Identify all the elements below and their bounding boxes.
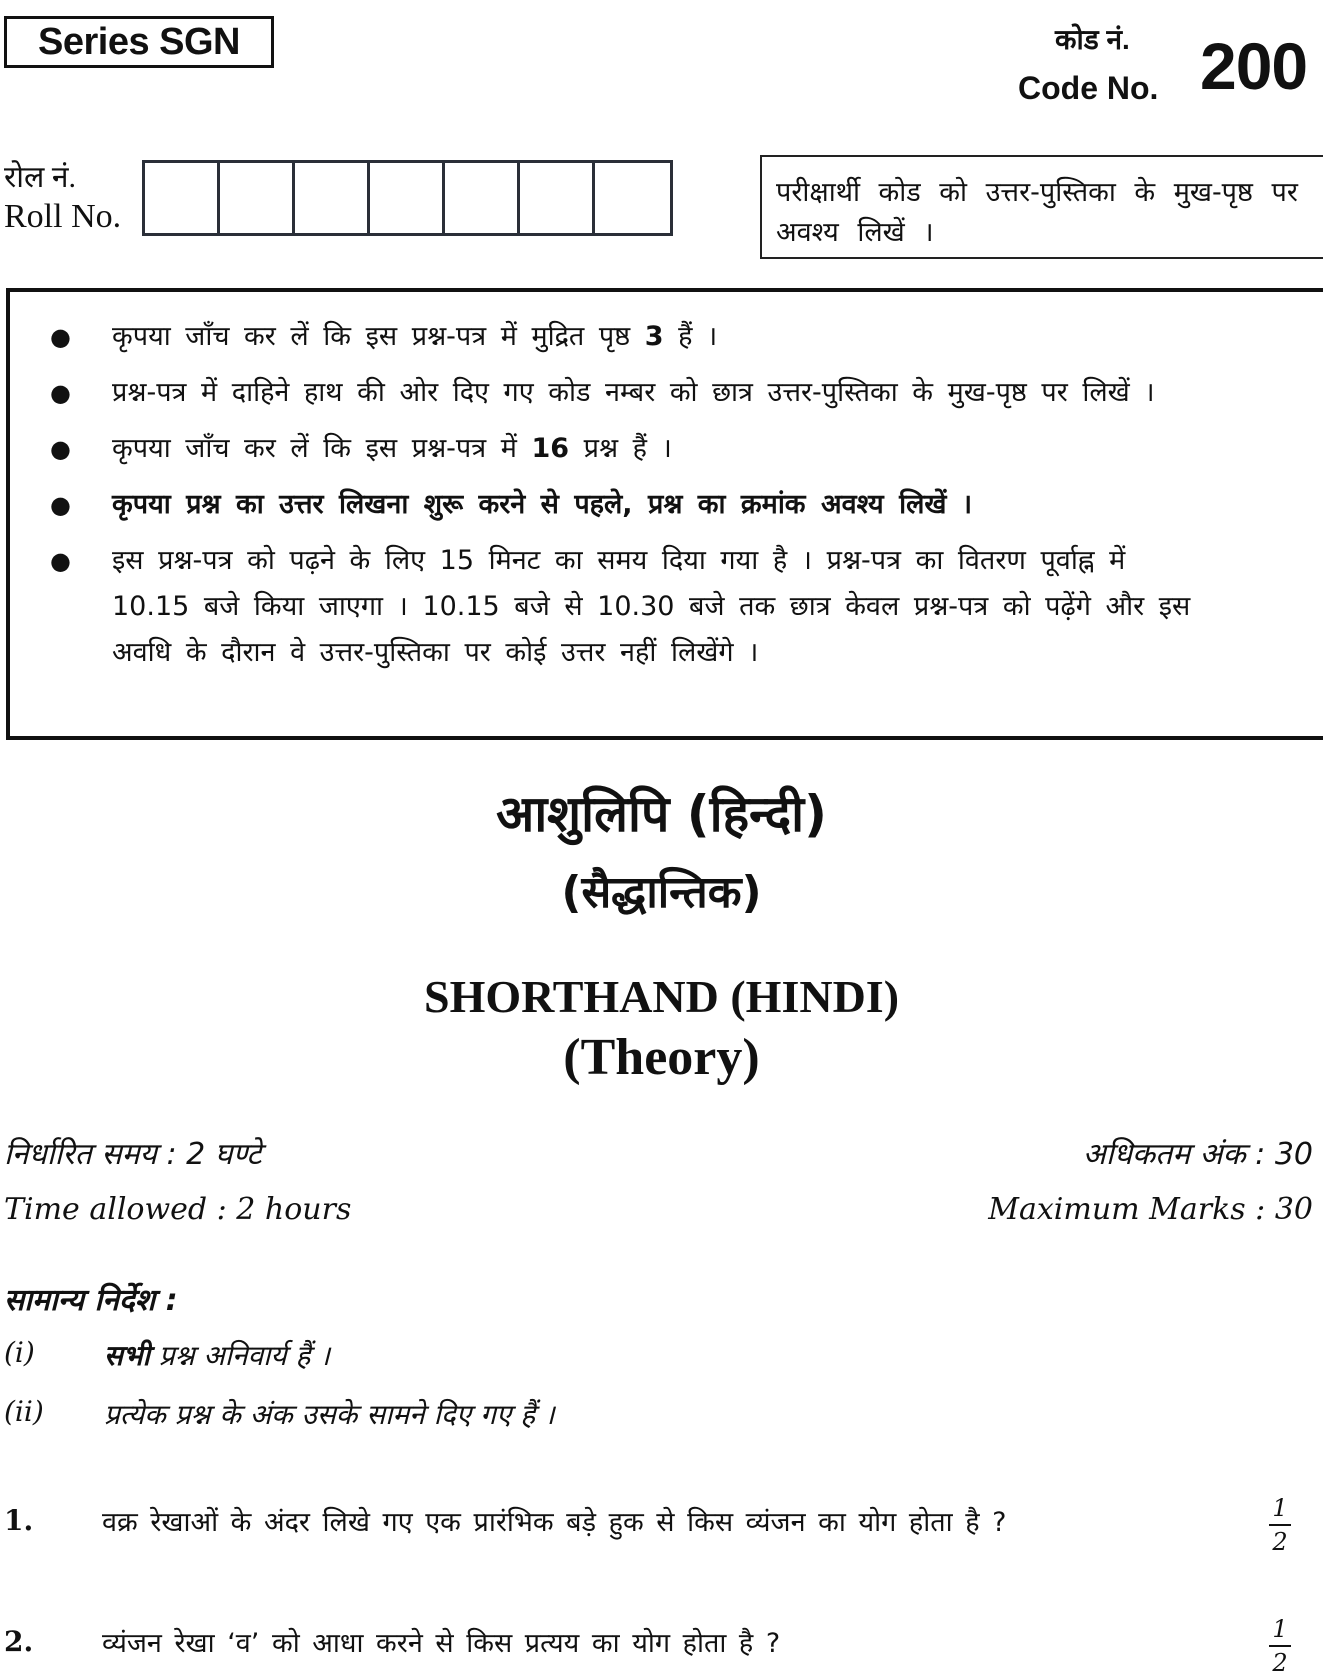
instruction-text: कृपया जाँच कर लें कि इस प्रश्न-पत्र में [112,433,532,464]
instructions-list [10,314,1323,676]
fraction-bar [1269,1645,1291,1647]
marks-denominator: 2 [1272,1528,1288,1556]
instruction-item [10,314,1323,360]
code-number: 200 [1200,29,1308,103]
series-label: Series SGN [4,16,274,68]
emphasis-text: सभी [104,1339,150,1372]
roman-numeral: (ii) [4,1395,44,1428]
roman-numeral: (i) [4,1336,35,1369]
time-allowed-hindi: निर्धारित समय : 2 घण्टे [4,1137,262,1172]
code-notice-text: परीक्षार्थी कोड को उत्तर-पुस्तिका के मुख-पृष्ठ पर अवश्य लिखें । [776,177,1298,248]
roll-label-english: Roll No. [4,198,122,235]
question-item [4,1494,1314,1556]
instruction-item [10,370,1323,416]
subtitle-english: (Theory) [563,1029,760,1086]
subtitle-hindi: (सैद्धान्तिक) [561,867,762,918]
general-instruction-item [4,1395,555,1433]
max-marks-hindi: अधिकतम अंक : 30 [1082,1137,1313,1172]
instruction-text: प्रश्न अनिवार्य हैं । [149,1339,330,1372]
instruction-text: इस प्रश्न-पत्र को पढ़ने के लिए 15 मिनट का समय दिया गया है । प्रश्न-पत्र का वितरण पूर्वाह्न में 10.15 बजे किया जाएगा । 10.15 बजे से 10.30 बजे तक छात्र केवल प्रश्न-पत्र को पढ़ेंगे और इस अवधि के दौरान वे उत्तर-पुस्तिका पर कोई उत्तर नहीं लिखेंगे । [112,545,1191,668]
marks-denominator: 2 [1272,1649,1288,1677]
roll-number-cell[interactable] [145,163,220,233]
instructions-box [6,288,1323,740]
roll-number-cell[interactable] [520,163,595,233]
question-text: वक्र रेखाओं के अंदर लिखे गए एक प्रारंभिक बड़े हुक से किस व्यंजन का योग होता है ? [102,1507,1007,1538]
bullet-icon: ● [50,323,71,351]
bullet-icon: ● [50,435,71,463]
general-instruction-text: प्रत्येक प्रश्न के अंक उसके सामने दिए गए हैं । [104,1398,555,1431]
marks-numerator: 1 [1272,1494,1288,1522]
instruction-item [10,426,1323,472]
instruction-text: प्रश्न-पत्र में दाहिने हाथ की ओर दिए गए कोड नम्बर को छात्र उत्तर-पुस्तिका के मुख-पृष्ठ पर लिखें । [112,377,1155,408]
bullet-icon: ● [50,379,71,407]
question-count: 16 [531,433,570,464]
general-instruction-text [104,1336,330,1374]
page-count: 3 [644,321,664,352]
question-number: 1. [4,1504,34,1537]
roll-number-cell[interactable] [445,163,520,233]
roll-number-grid [142,160,673,236]
roll-number-cell[interactable] [595,163,670,233]
max-marks-english: Maximum Marks : 30 [988,1192,1313,1227]
title-hindi: आशुलिपि (हिन्दी) [496,785,827,843]
question-marks [1260,1494,1300,1556]
question-item [4,1615,1314,1677]
roll-number-cell[interactable] [220,163,295,233]
instruction-text: प्रश्न हैं । [569,433,672,464]
roll-number-cell[interactable] [295,163,370,233]
time-allowed-english: Time allowed : 2 hours [4,1192,352,1227]
roll-label-hindi: रोल नं. [4,161,77,194]
instruction-text: कृपया जाँच कर लें कि इस प्रश्न-पत्र में मुद्रित पृष्ठ [112,321,645,352]
instruction-text: कृपया प्रश्न का उत्तर लिखना शुरू करने से पहले, प्रश्न का क्रमांक अवश्य लिखें । [112,489,973,520]
marks-numerator: 1 [1272,1615,1288,1643]
bullet-icon: ● [50,491,71,519]
instruction-item [10,538,1323,676]
bullet-icon: ● [50,547,71,575]
general-instruction-item [4,1336,330,1374]
instruction-text: हैं । [663,321,718,352]
question-marks [1260,1615,1300,1677]
code-notice-box [760,155,1323,259]
instruction-item [10,482,1323,528]
code-label-english: Code No. [1018,70,1159,106]
code-label-hindi: कोड नं. [1055,24,1130,55]
question-number: 2. [4,1625,34,1658]
fraction-bar [1269,1524,1291,1526]
general-instructions-heading: सामान्य निर्देश : [4,1283,178,1318]
title-english: SHORTHAND (HINDI) [423,971,900,1022]
question-text: व्यंजन रेखा ‘व’ को आधा करने से किस प्रत्यय का योग होता है ? [102,1628,781,1659]
roll-number-cell[interactable] [370,163,445,233]
